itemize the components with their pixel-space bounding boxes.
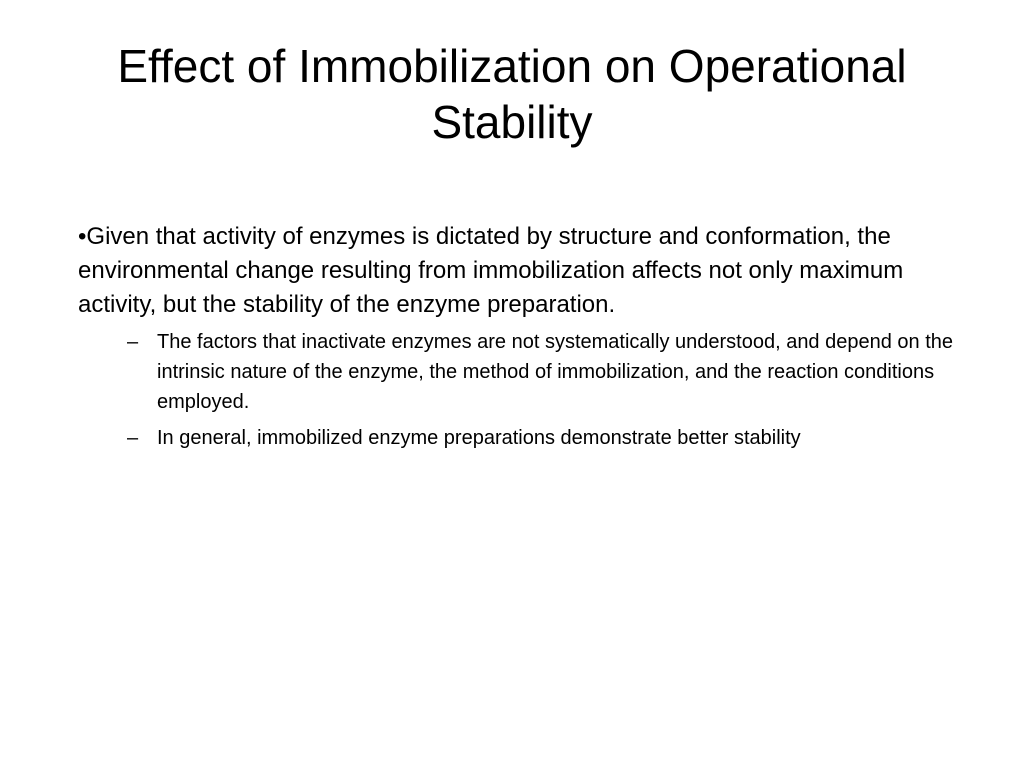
dash-bullet-icon: – bbox=[127, 427, 139, 449]
sub-bullet-item-2 bbox=[78, 423, 968, 453]
sub-bullet-text-1: The factors that inactivate enzymes are not systematically understood, and depend on the intrinsic nature of the enzyme, the method of immobilization, and the reaction conditions employed. bbox=[157, 331, 954, 413]
sub-bullet-text-2: In general, immobilized enzyme preparations demonstrate better stability bbox=[157, 427, 801, 449]
sub-bullet-item-1 bbox=[78, 327, 968, 417]
dash-bullet-icon: – bbox=[127, 331, 139, 353]
main-bullet-text: •Given that activity of enzymes is dictated by structure and conformation, the environmental change resulting from immobilization affects not only maximum activity, but the stability of the enzyme preparation. bbox=[78, 223, 904, 318]
sub-bullet-list bbox=[78, 327, 968, 453]
slide-title: Effect of Immobilization on Operational Stability bbox=[117, 40, 907, 148]
slide-body bbox=[78, 220, 968, 459]
